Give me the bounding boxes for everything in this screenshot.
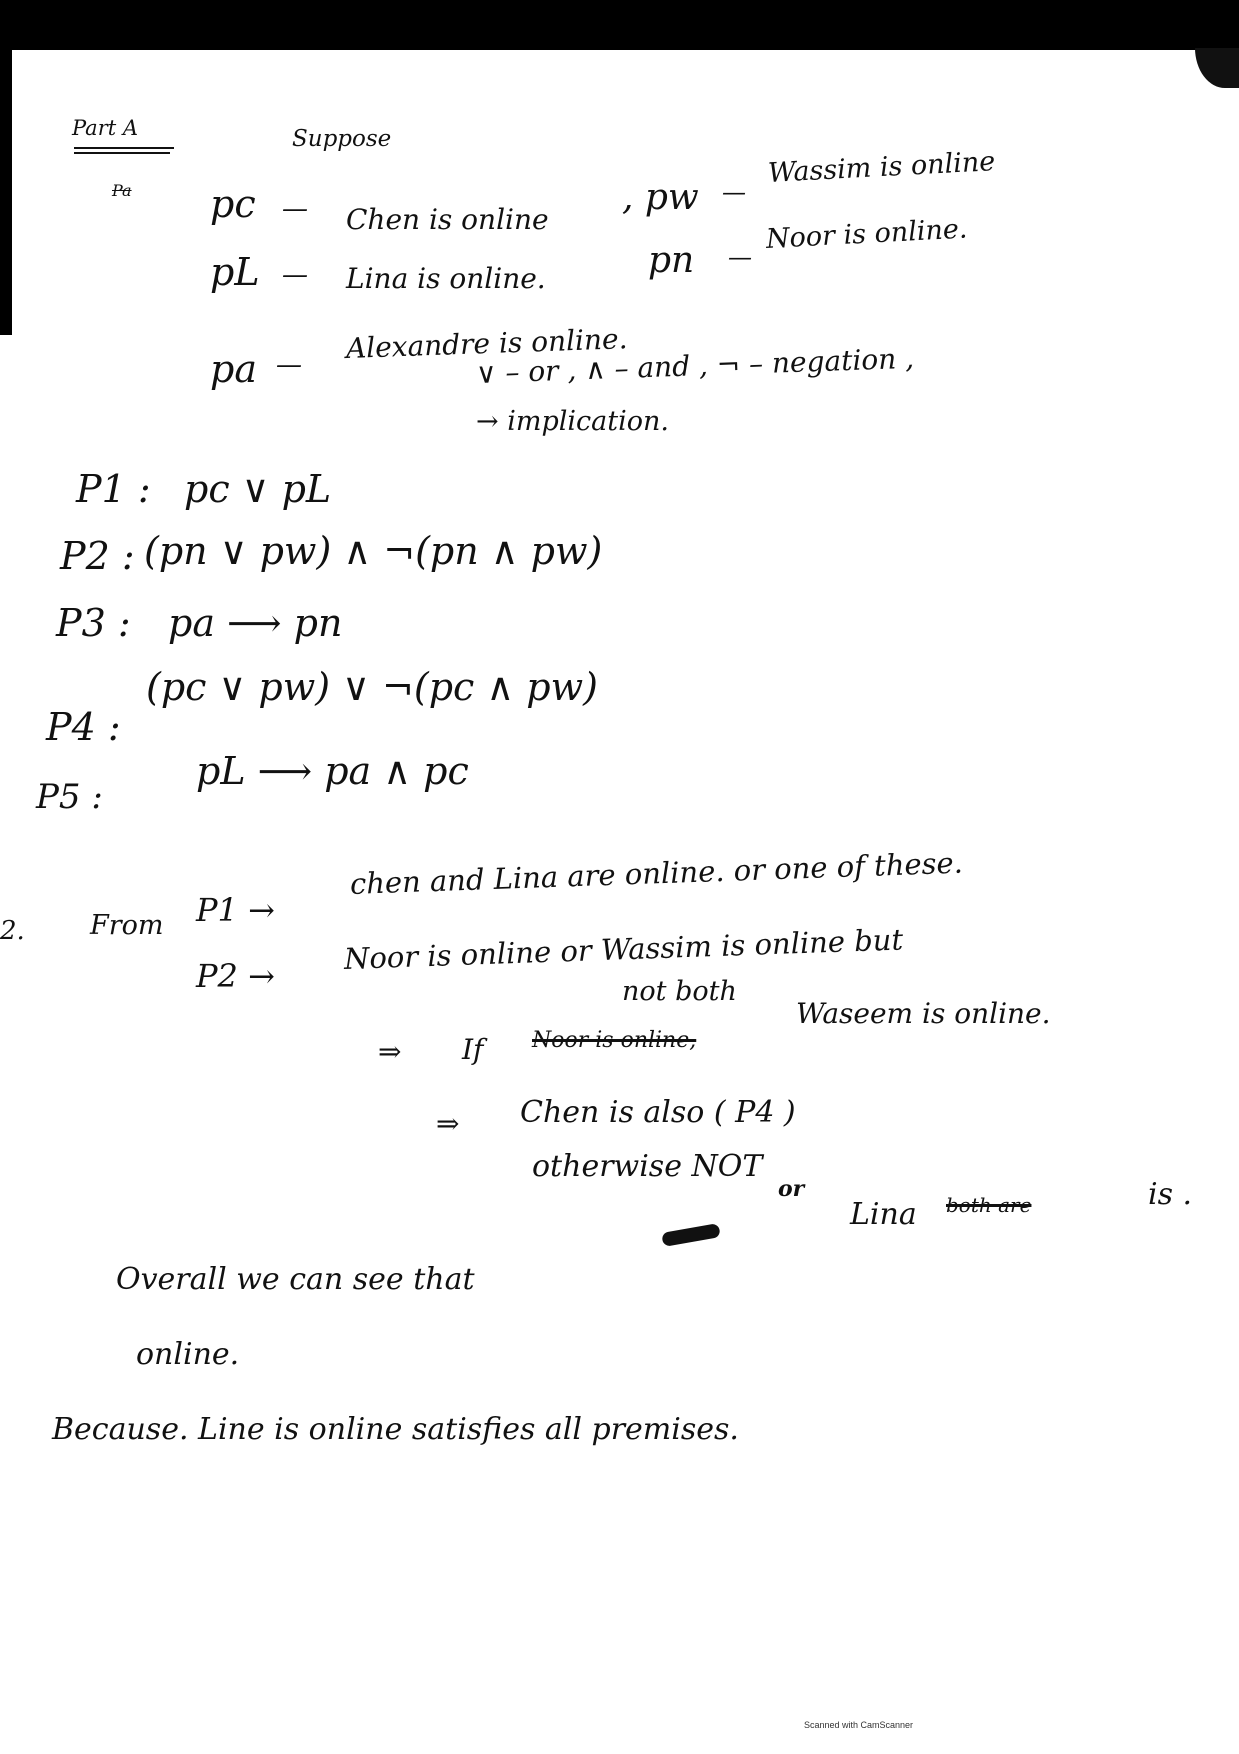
def-text-noor: Noor is online. — [765, 213, 969, 255]
premise-label: P4 : — [46, 705, 121, 749]
if-waseem-online: Waseem is online. — [796, 997, 1051, 1030]
because-line: Because. Line is online satisfies all premises. — [52, 1412, 739, 1447]
def-dash: — — [728, 243, 752, 271]
part-a-underline-2 — [74, 152, 170, 154]
p2-explanation-cont: not both — [622, 976, 737, 1007]
def-dash: — — [276, 350, 302, 380]
def-dash: — — [282, 260, 308, 290]
otherwise-line: otherwise NOT — [532, 1149, 763, 1184]
overall-line: Overall we can see that — [116, 1262, 475, 1297]
def-text-alexandre: Alexandre is online. — [345, 322, 628, 365]
premise-expression: pc ∨ pL — [184, 467, 332, 511]
or-correction: or — [778, 1176, 805, 1202]
def-dash: — — [282, 194, 308, 224]
premise-label: P3 : — [56, 601, 131, 645]
if-word: If — [462, 1033, 484, 1066]
def-symbol-pw: , pw — [622, 177, 699, 218]
implies-arrow: ⇒ — [378, 1035, 402, 1068]
p1-arrow: P1 → — [196, 891, 275, 929]
margin-mark: Pa — [112, 181, 132, 200]
scan-corner-shadow — [1195, 48, 1239, 88]
scribble-mark — [661, 1223, 721, 1247]
p2-arrow: P2 → — [196, 957, 275, 995]
struck-text: Noor is online, — [532, 1028, 697, 1053]
def-symbol-pa: pa — [210, 347, 257, 391]
scan-left-border — [0, 50, 12, 335]
implication-legend: → implication. — [476, 406, 669, 437]
struck-text: both are — [946, 1193, 1032, 1217]
p1-explanation: chen and Lina are online. or one of these. — [349, 845, 964, 901]
lina-word: Lina — [850, 1197, 917, 1232]
premise-label: P2 : — [60, 534, 135, 578]
part-a-underline — [74, 147, 174, 149]
online-word: online. — [136, 1337, 240, 1372]
scan-top-border — [0, 0, 1239, 50]
premise-label: P5 : — [36, 777, 103, 817]
premise-expression: (pc ∨ pw) ∨ ¬(pc ∧ pw) — [146, 665, 598, 709]
def-symbol-pn: pn — [648, 240, 695, 281]
def-symbol-pl: pL — [210, 250, 260, 294]
def-text-wassim: Wassim is online — [767, 146, 996, 189]
def-dash: — — [722, 178, 746, 206]
premise-label: P1 : — [76, 467, 151, 511]
chen-also-line: Chen is also ( P4 ) — [520, 1095, 796, 1130]
part-a-heading: Part A — [72, 116, 139, 140]
premise-expression: pL ⟶ pa ∧ pc — [196, 749, 469, 793]
is-word: is . — [1148, 1177, 1193, 1212]
def-text-chen: Chen is online — [346, 203, 549, 236]
def-symbol-pc: pc — [210, 182, 256, 226]
def-text-lina: Lina is online. — [346, 262, 546, 295]
premise-expression: pa ⟶ pn — [168, 601, 343, 645]
from-label: From — [90, 910, 164, 941]
suppose-label: Suppose — [292, 126, 392, 152]
p2-explanation: Noor is online or Wassim is online but — [343, 922, 904, 976]
premise-expression: (pn ∨ pw) ∧ ¬(pn ∧ pw) — [144, 529, 603, 573]
question-number: 2. — [0, 916, 25, 946]
implies-arrow: ⇒ — [436, 1107, 460, 1140]
operators-legend: ∨ – or , ∧ – and , ¬ – negation , — [475, 341, 915, 390]
scan-watermark: Scanned with CamScanner — [804, 1720, 914, 1730]
